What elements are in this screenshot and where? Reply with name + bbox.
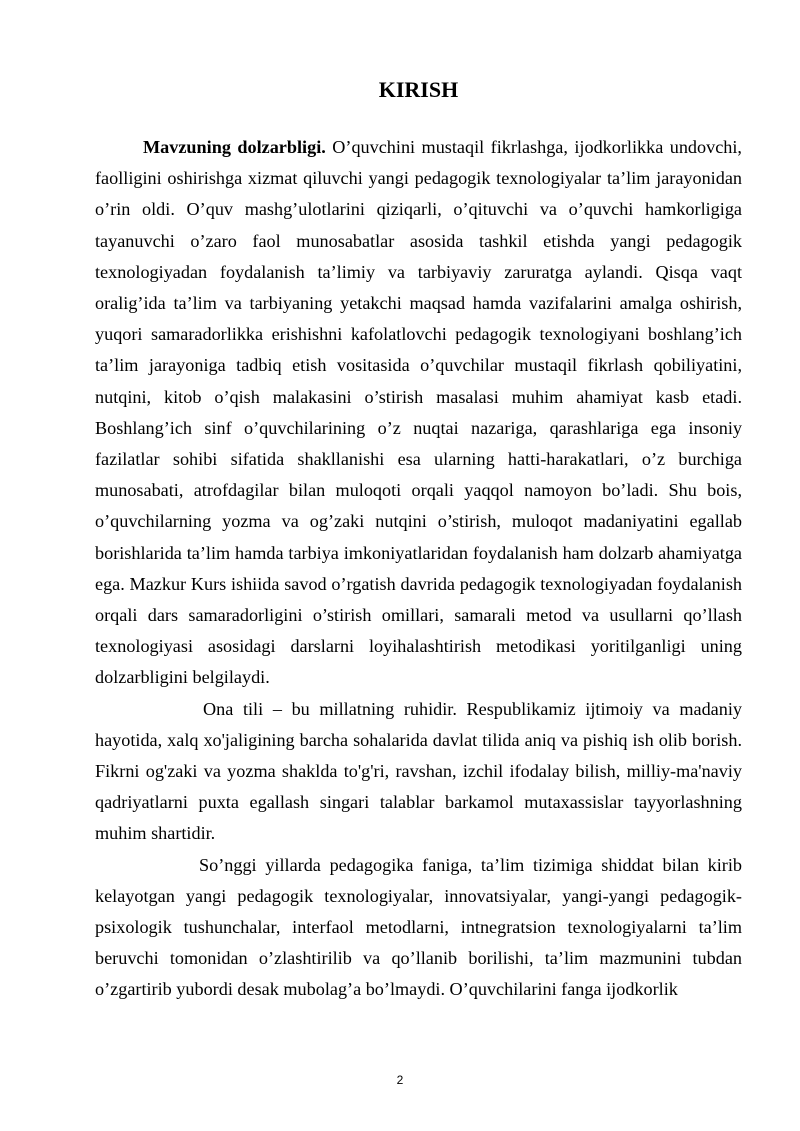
document-body xyxy=(95,132,742,1006)
paragraph-relevance xyxy=(95,132,742,694)
page-number: 2 xyxy=(396,1073,404,1087)
paragraph-lead: Mavzuning dolzarbligi. xyxy=(143,137,326,157)
paragraph-recent-years: So’nggi yillarda pedagogika faniga, ta’lim tizimiga shiddat bilan kirib kelayotgan yangi pedagogik texnologiyalar, innovatsiyalar, yangi-yangi pedagogik-psixologik tushunchalar, interfaol metodlarni, intnegratsion texnologiyalarni ta’lim beruvchi tomonidan o’zlashtirilib va qo’llanib borilishi, ta’lim mazmunini tubdan o’zgartirib yubordi desak mubolag’a bo’lmaydi. O’quvchilarini fanga ijodkorlik xyxy=(95,854,742,1000)
paragraph-text: O’quvchini mustaqil fikrlashga, ijodkorlikka undovchi, faolligini oshirishga xizmat qiluvchi yangi pedagogik texnologiyalar ta’lim jarayonidan o’rin oldi. O’quv mashg’ulotlarini qiziqarli, o’qituvchi va o’quvchi hamkorligiga tayanuvchi o’zaro faol munosabatlar asosida tashkil etishda yangi pedagogik texnologiyadan foydalanish ta’limiy va tarbiyaviy zaruratga aylandi. Qisqa vaqt oralig’ida ta’lim va tarbiyaning yetakchi maqsad hamda vazifalarini amalga oshirish, yuqori samaradorlikka erishishni kafolatlovchi pedagogik texnologiyani boshlang’ich ta’lim jarayoniga tadbiq etish vositasida o’quvchilar mustaqil fikrlash qobiliyatini, nutqini, kitob o’qish malakasini o’stirish masalasi muhim ahamiyat kasb etadi. Boshlang’ich sinf o’quvchilarining o’z nuqtai nazariga, qarashlariga ega insoniy fazilatlar sohibi sifatida shakllanishi esa ularning hatti-harakatlari, o’z burchiga munosabati, atrofdagilar bilan muloqoti orqali yaqqol namoyon bo’ladi. Shu bois, o’quvchilarning yozma va og’zaki nutqini o’stirish, muloqot madaniyatini egallab borishlarida ta’lim hamda tarbiya imkoniyatlaridan foydalanish ham dolzarb ahamiyatga ega. Mazkur Kurs ishiida savod o’rgatish davrida pedagogik texnologiyadan foydalanish orqali dars samaradorligini o’stirish omillari, samarali metod va usullarni qo’llash texnologiyasi asosidagi darslarni loyihalashtirish metodikasi yoritilganligi uning dolzarbligini belgilaydi. xyxy=(95,137,742,688)
page-title: KIRISH xyxy=(378,77,459,102)
paragraph-native-language: Ona tili – bu millatning ruhidir. Respublikamiz ijtimoiy va madaniy hayotida, xalq xo'jaligining barcha sohalarida davlat tilida aniq va pishiq ish olib borish. Fikrni og'zaki va yozma shaklda to'g'ri, ravshan, izchil ifodalay bilish, milliy-ma'naviy qadriyatlarni puxta egallash singari talablar barkamol mutaxassislar tayyorlashning muhim shartidir. xyxy=(95,698,742,844)
